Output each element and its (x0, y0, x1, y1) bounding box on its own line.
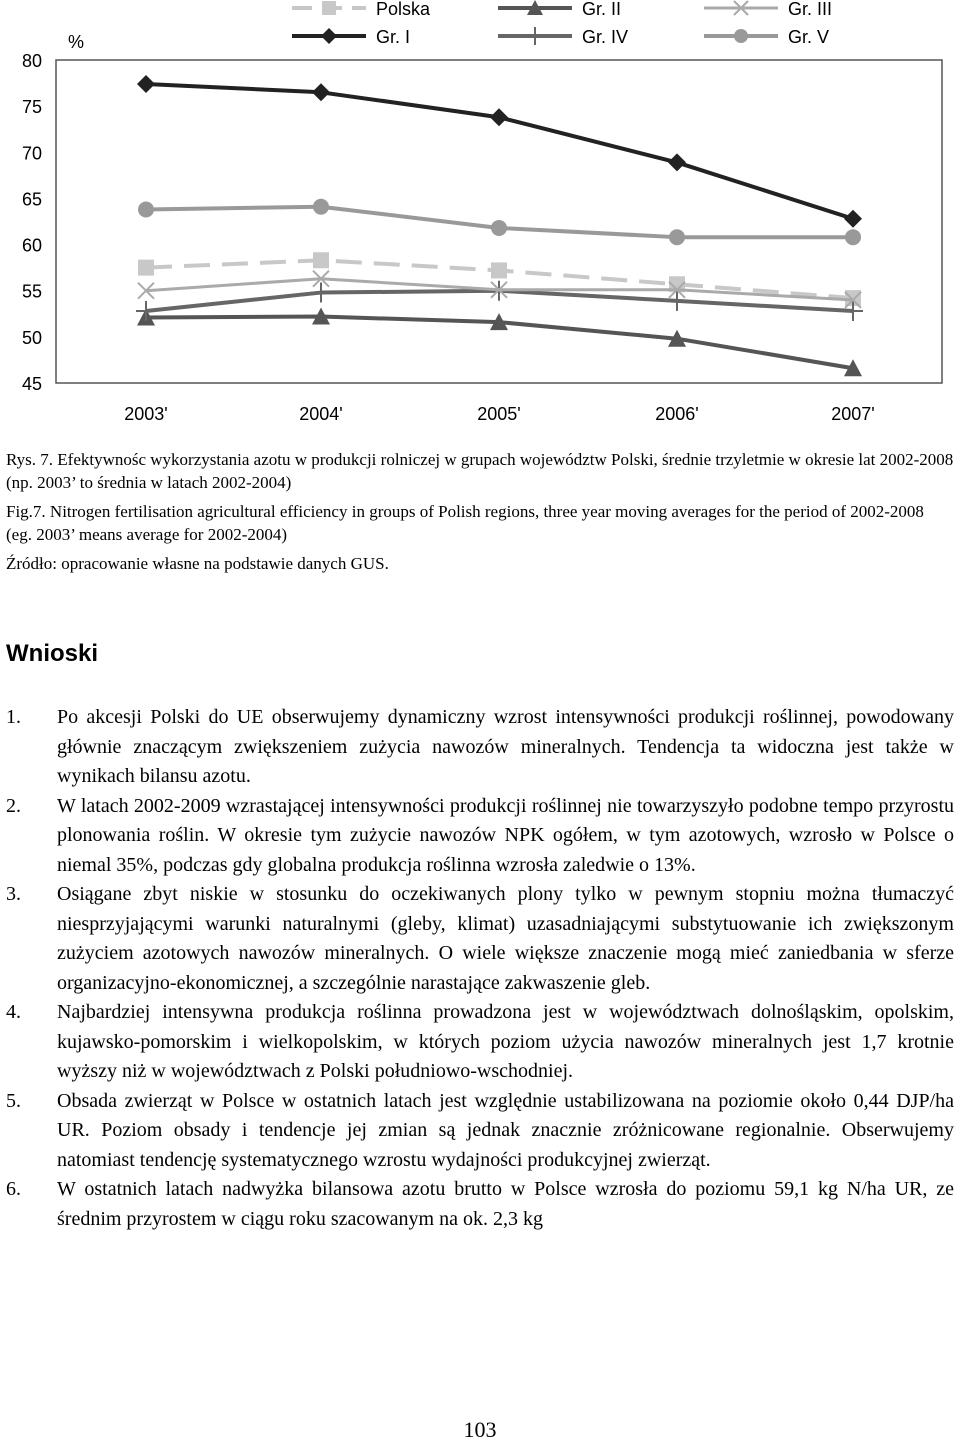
series-line (146, 84, 853, 219)
item-number: 2. (6, 794, 21, 817)
item-number: 1. (6, 706, 21, 728)
y-tick-label: 65 (21, 189, 42, 210)
series-group (137, 308, 862, 377)
caption-source: Źródło: opracowanie własne na podstawie danych GUS. (6, 554, 389, 573)
data-point (490, 108, 508, 126)
data-point (668, 153, 686, 171)
series-group (137, 75, 862, 228)
item-text: Po akcesji Polski do UE obserwujemy dynamiczny wzrost intensywności produkcji roślinnej, powodowany głównie znaczącym zwiększeniem zużycia nawozów mineralnych. Tendencja ta widoczna jest także w wynikach bilansu azotu. (57, 706, 954, 787)
legend-item (292, 0, 431, 19)
data-point (526, 27, 544, 45)
x-tick-label: 2007' (831, 404, 875, 424)
page-number: 103 (463, 1417, 497, 1442)
data-point (322, 1, 336, 15)
data-point (844, 210, 862, 228)
item-text: Najbardziej intensywna produkcja roślinna prowadzona jest w województwach dolnośląskim, opolskim, kujawsko-pomorskim i wielkopolskim, w których poziom użycia nawozów mineralnych jest 1,7 krotnie wyższy niż w województwach z Polski południowo-wschodniej. (57, 1001, 954, 1082)
caption-polish: Rys. 7. Efektywnośc wykorzystania azotu w produkcji rolniczej w grupach województw Polski, średnie trzyletmie w okresie lat 2002-2008 (np. 2003’ to średnia w latach 2002-2004) (6, 450, 954, 492)
legend-item (704, 27, 829, 47)
legend-label: Gr. III (788, 0, 833, 19)
item-number: 6. (6, 1178, 21, 1200)
data-point (669, 229, 685, 245)
y-tick-label: 55 (21, 281, 42, 302)
legend-label: Gr. IV (582, 27, 629, 47)
data-point (321, 28, 337, 44)
conclusions-list (6, 703, 954, 1234)
y-tick-label: 70 (21, 143, 42, 164)
list-item (6, 1175, 954, 1234)
x-axis-ticks (124, 404, 874, 424)
y-tick-label: 45 (21, 374, 42, 394)
item-text: W latach 2002-2009 wzrastającej intensywności produkcji roślinnej nie towarzyszyło podobne tempo przyrostu plonowania roślin. W okresie tym zużycie nawozów NPK ogółem, w tym azotowych, wzrosło w Polsce o niemal 35%, podczas gdy globalna produkcja roślinna wzrosła zaledwie o 13%. (57, 794, 954, 876)
data-point (491, 262, 507, 278)
y-axis-ticks (22, 51, 42, 394)
data-point (138, 260, 154, 276)
x-tick-label: 2004' (299, 404, 343, 424)
legend (292, 0, 832, 47)
legend-label: Gr. V (788, 27, 830, 47)
y-tick-label: 80 (21, 51, 42, 71)
list-item (6, 703, 954, 792)
item-number: 5. (6, 1089, 21, 1112)
unit-label: % (68, 32, 85, 52)
item-text: Obsada zwierząt w Polsce w ostatnich latach jest względnie ustabilizowana na poziomie około 0,44 DJP/ha UR. Poziom obsady i tendencje jej zmian są jednak znacznie zróżnicowane regionalnie. Obserwujemy natomiast tendencję systematycznego wzrostu wydajności produkcyjnej zwierząt. (57, 1089, 954, 1171)
series-group (138, 199, 861, 245)
section-heading: Wnioski (6, 640, 99, 667)
item-number: 3. (6, 883, 21, 905)
y-tick-label: 50 (21, 327, 42, 348)
list-item (6, 792, 954, 881)
list-item (6, 880, 954, 998)
data-point (845, 229, 861, 245)
legend-label: Gr. I (376, 27, 411, 47)
item-text: Osiągane zbyt niskie w stosunku do oczekiwanych plony tylko w pewnym stopniu można tłumaczyć niesprzyjającymi warunki naturalnymi (gleby, klimat) uzasadniającymi substytuowanie ich zwiększonym zużyciem azotowych nawozów mineralnych. O wiele większe znaczenie mogą mieć zaniedbania w sferze organizacyjno-ekonomicznej, a szczególnie narastające zakwaszenie gleb. (57, 883, 954, 994)
x-tick-label: 2006' (655, 404, 699, 424)
legend-label: Gr. II (582, 0, 622, 19)
list-item (6, 998, 954, 1087)
legend-label: Polska (376, 0, 431, 19)
figure-caption (6, 448, 954, 575)
item-text: W ostatnich latach nadwyżka bilansowa azotu brutto w Polsce wzrosła do poziomu 59,1 kg N/ha UR, ze średnim przyrostem w ciągu roku szacowanym na ok. 2,3 kg (57, 1178, 954, 1230)
y-tick-label: 75 (21, 97, 42, 118)
y-tick-label: 60 (21, 235, 42, 256)
caption-english: Fig.7. Nitrogen fertilisation agricultural efficiency in groups of Polish regions, three year moving averages for the period of 2002-2008 (eg. 2003’ means average for 2002-2004) (6, 502, 924, 544)
legend-item (498, 27, 628, 47)
data-point (734, 29, 748, 43)
item-number: 4. (6, 1001, 21, 1023)
list-item (6, 1087, 954, 1176)
x-tick-label: 2005' (477, 404, 521, 424)
data-point (491, 220, 507, 236)
chart-svg (0, 0, 960, 430)
legend-item (498, 0, 621, 19)
data-point (312, 83, 330, 101)
data-point (138, 202, 154, 218)
line-chart (0, 0, 960, 430)
data-point (313, 252, 329, 268)
data-point (313, 199, 329, 215)
legend-item (292, 27, 410, 47)
data-point (667, 291, 687, 311)
legend-item (704, 0, 832, 19)
data-point (137, 75, 155, 93)
series-layer (136, 75, 863, 376)
x-tick-label: 2003' (124, 404, 168, 424)
